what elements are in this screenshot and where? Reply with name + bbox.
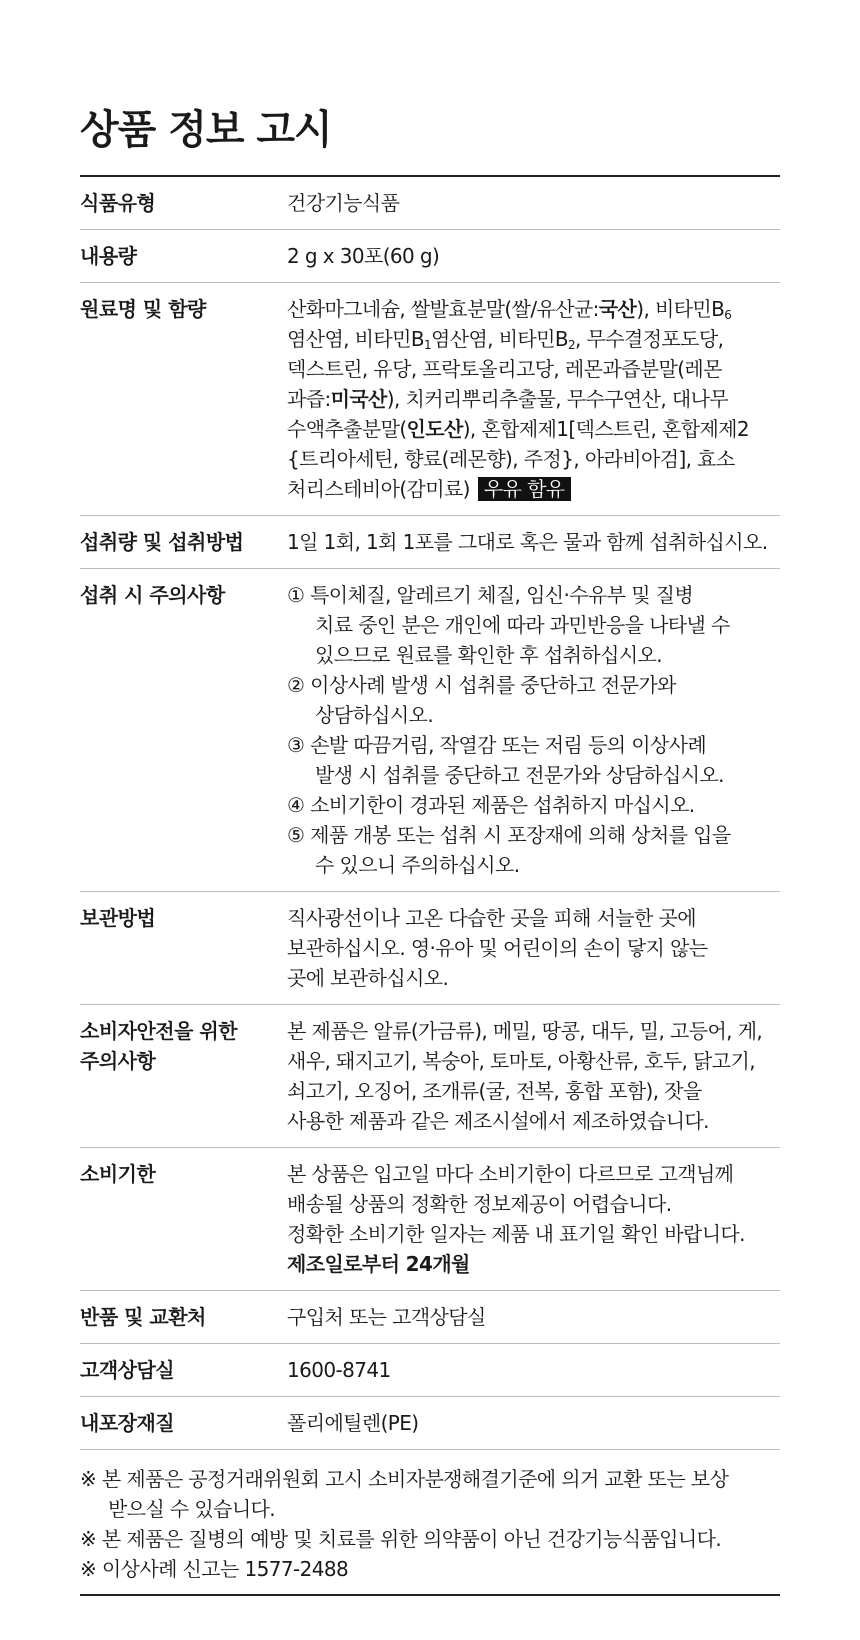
row-food-type <box>80 177 780 230</box>
caution-line: ③ 손발 따끔거림, 작열감 또는 저림 등의 이상사례 <box>287 733 707 757</box>
row-label: 원료명 및 함량 <box>80 297 206 321</box>
row-label: 고객상담실 <box>80 1358 175 1382</box>
row-label: 섭취 시 주의사항 <box>80 583 225 607</box>
milk-allergen-badge: 우유 함유 <box>478 477 571 501</box>
note-line: ※ 이상사례 신고는 1577-2488 <box>80 1557 349 1581</box>
row-value: 구입처 또는 고객상담실 <box>287 1305 486 1329</box>
row-caution <box>80 569 780 892</box>
row-label: 내포장재질 <box>80 1411 175 1435</box>
caution-line: 치료 중인 분은 개인에 따라 과민반응을 나타낼 수 <box>315 613 730 637</box>
row-volume <box>80 230 780 283</box>
row-label: 내용량 <box>80 244 137 268</box>
note-line: ※ 본 제품은 공정거래위원회 고시 소비자분쟁해결기준에 의거 교환 또는 보상 <box>80 1467 729 1491</box>
storage-line: 보관하십시오. 영·유아 및 어린이의 손이 닿지 않는 <box>287 936 708 960</box>
origin-india: 인도산 <box>406 417 463 441</box>
row-value: 폴리에틸렌(PE) <box>287 1411 419 1435</box>
caution-line: 상담하십시오. <box>315 703 434 727</box>
row-expiry <box>80 1148 780 1291</box>
origin-usa: 미국산 <box>330 387 387 411</box>
expiry-line: 정확한 소비기한 일자는 제품 내 표기일 확인 바랍니다. <box>287 1222 745 1246</box>
row-label <box>80 1016 287 1136</box>
storage-value <box>287 903 780 993</box>
caution-line: ④ 소비기한이 경과된 제품은 섭취하지 마십시오. <box>287 793 695 817</box>
caution-line: ① 특이체질, 알레르기 체질, 임신·수유부 및 질병 <box>287 583 694 607</box>
allergy-line: 본 제품은 알류(가금류), 메밀, 땅콩, 대두, 밀, 고등어, 게, <box>287 1019 763 1043</box>
caution-line: 발생 시 섭취를 중단하고 전문가와 상담하십시오. <box>315 763 724 787</box>
row-value: 1일 1회, 1회 1포를 그대로 혹은 물과 함께 섭취하십시오. <box>287 530 768 554</box>
row-label: 반품 및 교환처 <box>80 1305 206 1329</box>
row-label: 소비기한 <box>80 1162 156 1186</box>
label-line: 소비자안전을 위한 <box>80 1019 238 1043</box>
row-label: 식품유형 <box>80 191 156 215</box>
caution-line: ② 이상사례 발생 시 섭취를 중단하고 전문가와 <box>287 673 676 697</box>
row-storage <box>80 892 780 1005</box>
note-line: 받으실 수 있습니다. <box>108 1497 276 1521</box>
info-table <box>80 177 780 1596</box>
origin-korea: 국산 <box>598 297 637 321</box>
row-label: 보관방법 <box>80 906 156 930</box>
row-label: 섭취량 및 섭취방법 <box>80 530 244 554</box>
page-title: 상품 정보 고시 <box>80 107 332 153</box>
allergy-line: 새우, 돼지고기, 복숭아, 토마토, 아황산류, 호두, 닭고기, <box>287 1049 755 1073</box>
caution-line: 있으므로 원료를 확인한 후 섭취하십시오. <box>315 643 663 667</box>
allergy-line: 사용한 제품과 같은 제조시설에서 제조하였습니다. <box>287 1109 709 1133</box>
row-intake <box>80 516 780 569</box>
ingredients-line: 산화마그네슘, 쌀발효분말(쌀/유산균:국산), 비타민$B_6$ <box>287 297 732 322</box>
ingredients-line: 덱스트린, 유당, 프락토올리고당, 레몬과즙분말(레몬 <box>287 357 722 381</box>
label-line: 주의사항 <box>80 1049 156 1073</box>
ingredients-value <box>287 294 780 504</box>
note-line: ※ 본 제품은 질병의 예방 및 치료를 위한 의약품이 아닌 건강기능식품입니다. <box>80 1527 722 1551</box>
storage-line: 곳에 보관하십시오. <box>287 966 449 990</box>
row-return <box>80 1291 780 1344</box>
row-value: 2 g x 30포(60 g) <box>287 244 440 268</box>
ingredients-line: 염산염, 비타민$B_1$염산염, 비타민$B_2$, 무수결정포도당, <box>287 327 724 352</box>
expiry-line: 본 상품은 입고일 마다 소비기한이 다르므로 고객님께 <box>287 1162 734 1186</box>
phone-number: 1600-8741 <box>287 1358 391 1382</box>
allergy-line: 쇠고기, 오징어, 조개류(굴, 전복, 홍합 포함), 잣을 <box>287 1079 702 1103</box>
ingredients-line: 처리스테비아(감미료) 우유 함유 <box>287 474 780 504</box>
expiry-value <box>287 1159 780 1279</box>
caution-line: 수 있으니 주의하십시오. <box>315 853 520 877</box>
row-customer-service <box>80 1344 780 1397</box>
expiry-period: 제조일로부터 24개월 <box>287 1252 470 1276</box>
footnotes <box>80 1450 780 1596</box>
expiry-line: 배송될 상품의 정확한 정보제공이 어렵습니다. <box>287 1192 672 1216</box>
storage-line: 직사광선이나 고온 다습한 곳을 피해 서늘한 곳에 <box>287 906 696 930</box>
allergy-value <box>287 1016 780 1136</box>
row-ingredients <box>80 283 780 516</box>
ingredients-line: 수액추출분말(인도산), 혼합제제1[덱스트린, 혼합제제2 <box>287 417 750 441</box>
ingredients-line: {트리아세틴, 향료(레몬향), 주정}, 아라비아검], 효소 <box>287 447 735 471</box>
caution-line: ⑤ 제품 개봉 또는 섭취 시 포장재에 의해 상처를 입을 <box>287 823 731 847</box>
caution-value <box>287 580 780 880</box>
row-value: 건강기능식품 <box>287 191 400 215</box>
row-packaging <box>80 1397 780 1450</box>
row-allergy <box>80 1005 780 1148</box>
ingredients-line: 과즙:미국산), 치커리뿌리추출물, 무수구연산, 대나무 <box>287 387 729 411</box>
